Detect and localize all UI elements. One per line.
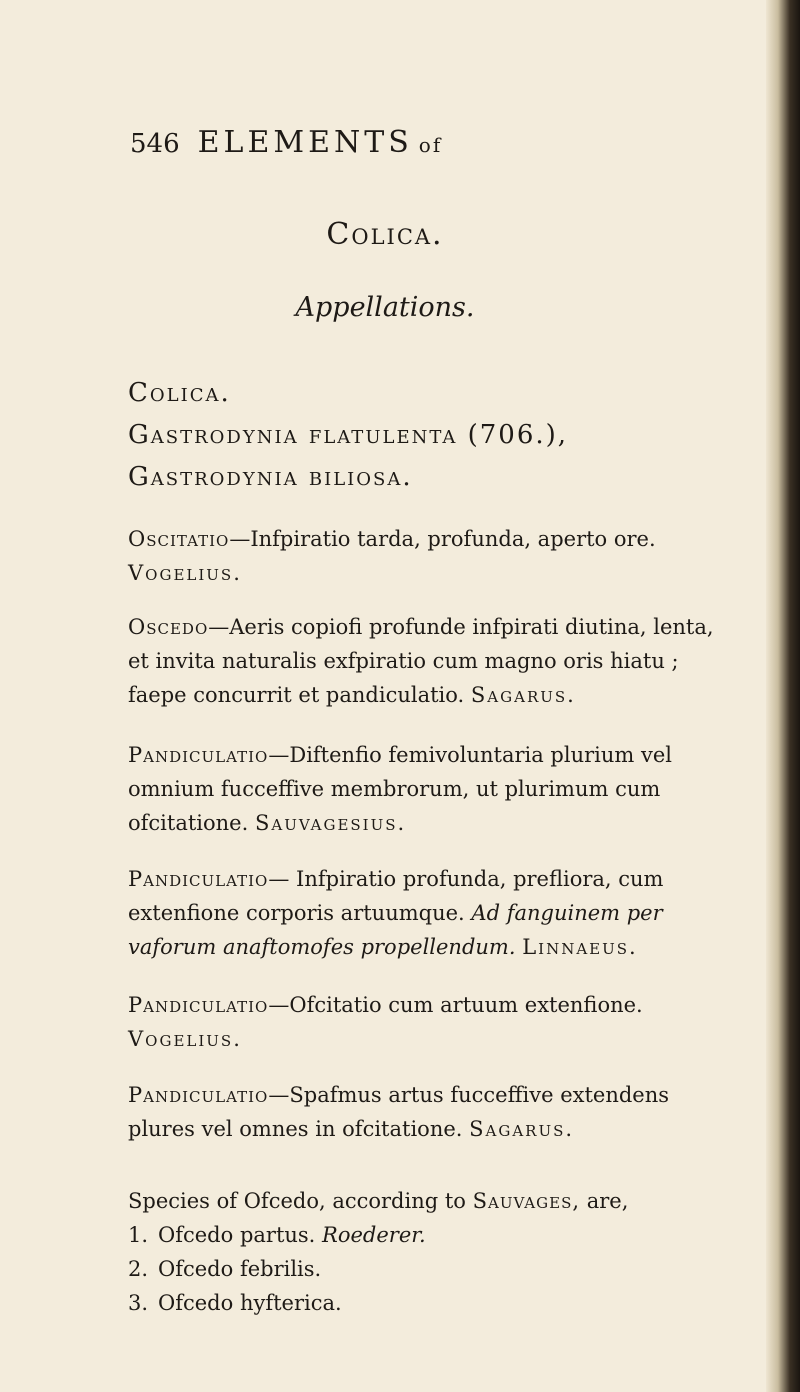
species-intro-author: Sauvages, — [472, 1189, 581, 1213]
entry-italic-text: Ad fanguinem per vaforum anaftomofes propellendum. — [128, 901, 663, 959]
names-list — [128, 372, 568, 498]
entry-term: Oscitatio — [128, 527, 230, 551]
species-number: 2. — [128, 1257, 149, 1281]
section-subtitle: Appellations. — [295, 292, 475, 323]
entry-term: Pandiculatio — [128, 867, 269, 891]
species-number: 1. — [128, 1223, 149, 1247]
entry-text: —Infpiratio tarda, profunda, aperto ore. — [229, 527, 656, 551]
entry-term: Pandiculatio — [128, 993, 269, 1017]
entry-text: — Infpiratio profunda, prefliora, cum extenfione corporis artuumque. — [128, 867, 664, 925]
name-line: Colica. — [128, 378, 231, 408]
entry-text: —Spafmus artus fucceffive extendens plures vel omnes in ofcitatione. — [128, 1083, 670, 1141]
name-line: Gastrodynia biliosa. — [128, 462, 413, 492]
entry-term: Pandiculatio — [128, 743, 269, 767]
page-gutter-shadow — [766, 0, 800, 1392]
entry-author: Sagarus. — [469, 1117, 575, 1141]
entry-author: Sauvagesius. — [254, 811, 407, 835]
species-item — [128, 1286, 728, 1320]
entry-text: —Ofcitatio cum artuum extenfione. — [268, 993, 643, 1017]
entry-paragraph — [128, 988, 728, 1056]
species-text: Ofcedo partus. — [158, 1223, 316, 1247]
entry-paragraph — [128, 862, 728, 964]
entry-author: Sagarus. — [470, 683, 576, 707]
species-text: Ofcedo hyfterica. — [158, 1291, 342, 1315]
species-intro — [128, 1184, 728, 1218]
section-title: Colica. — [326, 217, 444, 252]
species-list — [128, 1184, 728, 1320]
entry-term: Oscedo — [128, 615, 209, 639]
entry-term: Pandiculatio — [128, 1083, 269, 1107]
species-text: Ofcedo febrilis. — [158, 1257, 322, 1281]
running-title: ELEMENTS — [197, 125, 413, 160]
entry-paragraph — [128, 738, 728, 840]
entry-author: Vogelius. — [128, 561, 242, 585]
species-item — [128, 1218, 728, 1252]
running-title-of: of — [418, 133, 443, 157]
entry-paragraph — [128, 610, 728, 712]
running-header — [130, 125, 442, 160]
name-line: Gastrodynia flatulenta (706.), — [128, 420, 569, 450]
species-item — [128, 1252, 728, 1286]
entry-author: Linnaeus. — [522, 935, 638, 959]
species-intro-end: are, — [586, 1189, 629, 1213]
entry-paragraph — [128, 1078, 728, 1146]
entry-text: —Aeris copiofi profunde infpirati diutina, lenta, et invita naturalis exfpiratio cum magno oris hiatu ; faepe concurrit et pandiculatio. — [128, 615, 714, 707]
species-intro-text: Species of Ofcedo, according to — [128, 1189, 466, 1213]
species-author: Roederer. — [322, 1223, 426, 1247]
entry-author: Vogelius. — [128, 1027, 242, 1051]
entry-paragraph — [128, 522, 728, 590]
species-number: 3. — [128, 1291, 149, 1315]
entry-text: —Diftenfio femivoluntaria plurium vel omnium fucceffive membrorum, ut plurimum cum ofcitatione. — [128, 743, 672, 835]
page-number: 546 — [130, 129, 180, 159]
